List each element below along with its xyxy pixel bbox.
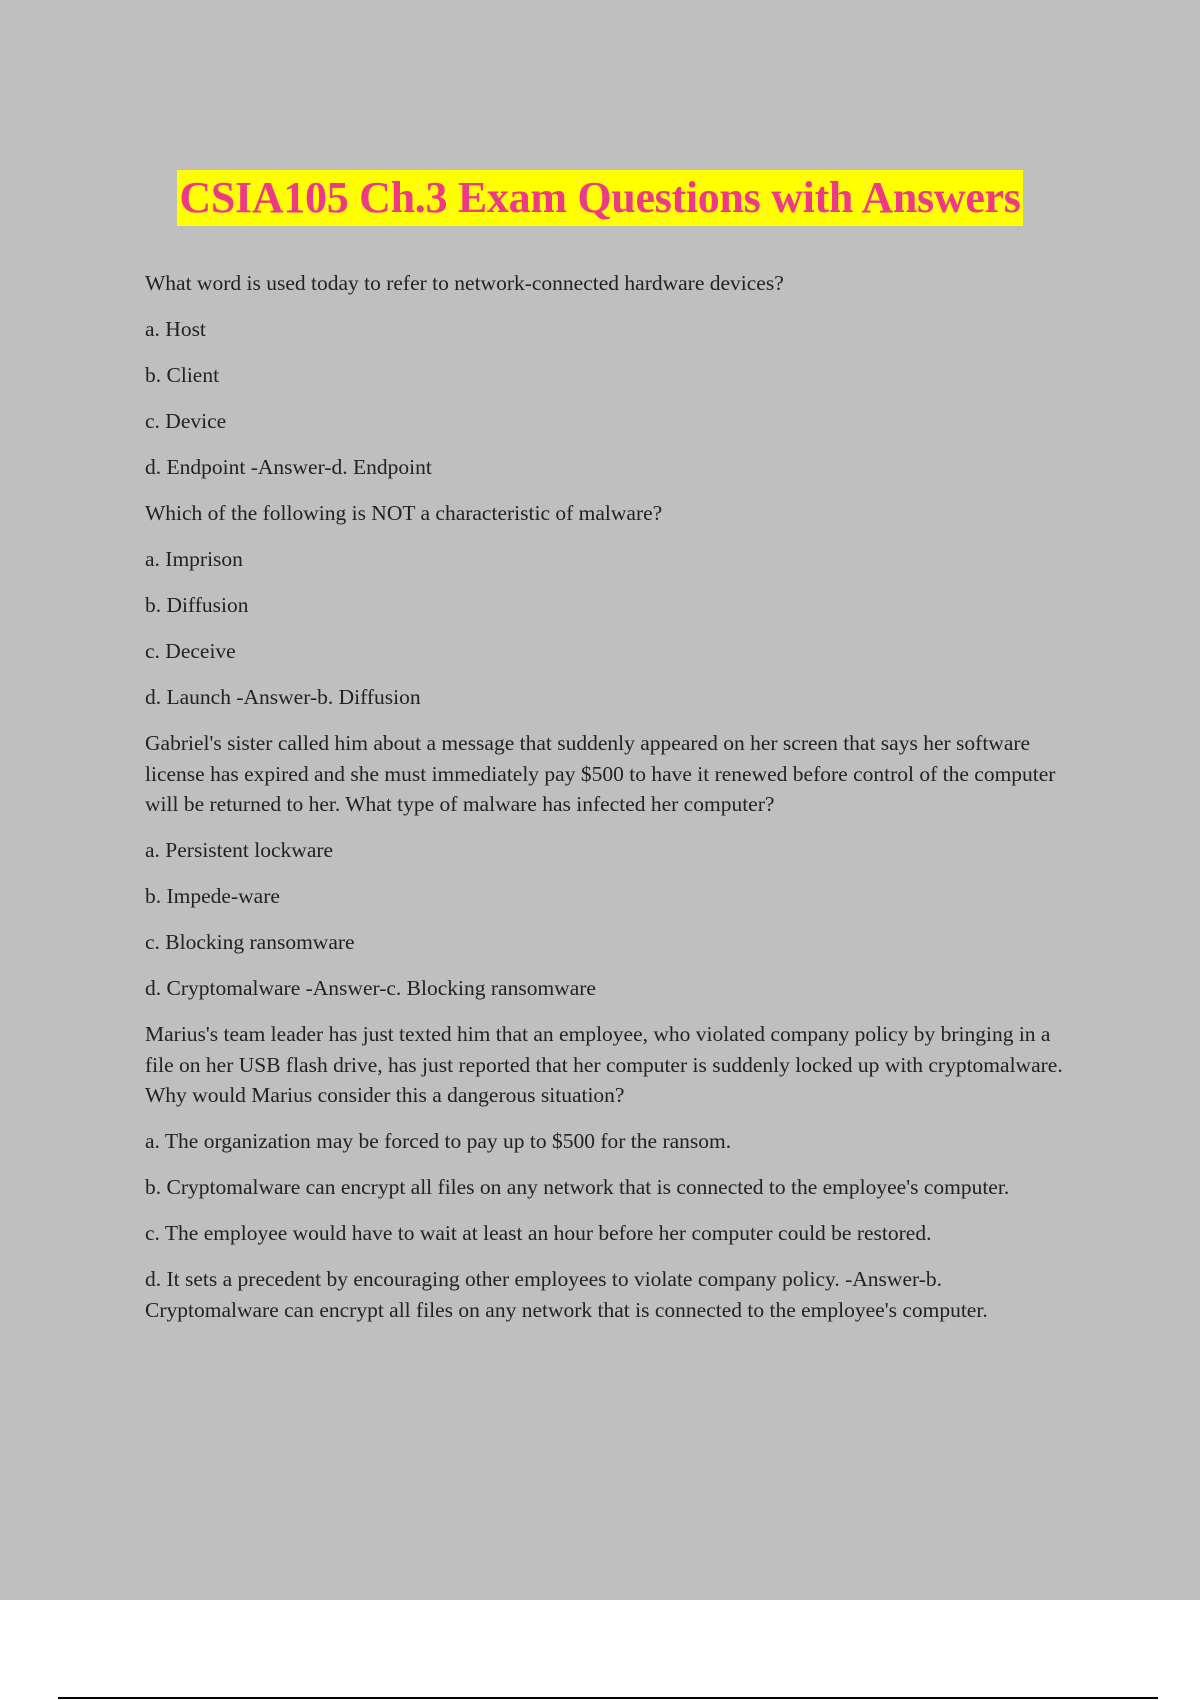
- option-1b: b. Client: [145, 363, 220, 387]
- option-3c: c. Blocking ransomware: [145, 930, 355, 954]
- option-2c: c. Deceive: [145, 639, 236, 663]
- option-2d-answer: d. Launch -Answer-b. Diffusion: [145, 685, 421, 709]
- footer-divider: [58, 1697, 1158, 1699]
- question-1: What word is used today to refer to network-connected hardware devices?: [145, 271, 784, 295]
- title-container: [0, 170, 1200, 226]
- question-2: Which of the following is NOT a characteristic of malware?: [145, 501, 663, 525]
- option-1c: c. Device: [145, 409, 227, 433]
- page-title: CSIA105 Ch.3 Exam Questions with Answers: [177, 170, 1022, 226]
- question-3: Gabriel's sister called him about a message that suddenly appeared on her screen that says her software license has expired and she must immediately pay $500 to have it renewed before control of the computer will be returned to her. What type of malware has infected her computer?: [145, 731, 1056, 816]
- option-4a: a. The organization may be forced to pay up to $500 for the ransom.: [145, 1129, 732, 1153]
- option-3a: a. Persistent lockware: [145, 838, 334, 862]
- option-2a: a. Imprison: [145, 547, 243, 571]
- option-2b: b. Diffusion: [145, 593, 249, 617]
- option-3d-answer: d. Cryptomalware -Answer-c. Blocking ransomware: [145, 976, 596, 1000]
- option-4d-answer: d. It sets a precedent by encouraging other employees to violate company policy. -Answer-b. Cryptomalware can encrypt all files on any network that is connected to the employee's computer.: [145, 1267, 988, 1322]
- option-4b: b. Cryptomalware can encrypt all files on any network that is connected to the employee's computer.: [145, 1175, 1010, 1199]
- question-4: Marius's team leader has just texted him that an employee, who violated company policy by bringing in a file on her USB flash drive, has just reported that her computer is suddenly locked up with cryptomalware. Why would Marius consider this a dangerous situation?: [145, 1022, 1063, 1107]
- option-1d-answer: d. Endpoint -Answer-d. Endpoint: [145, 455, 432, 479]
- option-4c: c. The employee would have to wait at least an hour before her computer could be restored.: [145, 1221, 932, 1245]
- option-1a: a. Host: [145, 317, 206, 341]
- option-3b: b. Impede-ware: [145, 884, 280, 908]
- document-body: [145, 268, 1075, 1341]
